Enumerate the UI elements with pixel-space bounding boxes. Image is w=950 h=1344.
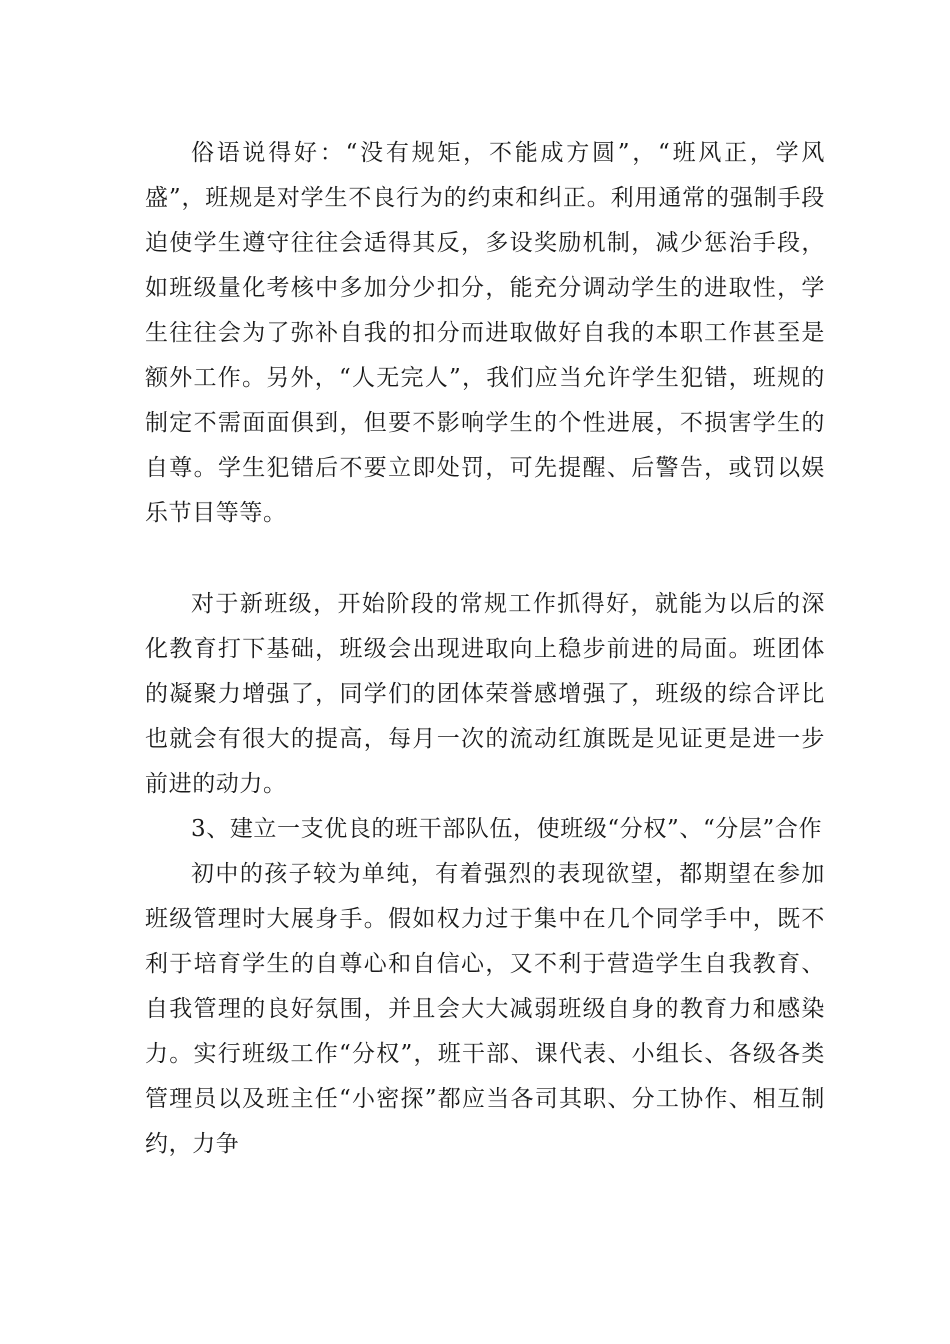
paragraph-spacer — [145, 536, 825, 582]
paragraph-class-rules: 俗语说得好：“没有规矩，不能成方圆”，“班风正，学风盛”，班规是对学生不良行为的约束和纠正。利用通常的强制手段迫使学生遵守往往会适得其反，多设奖励机制，减少惩治手段，如班级量化考核中多加分少扣分，能充分调动学生的进取性，学生往往会为了弥补自我的扣分而进取做好自我的本职工作甚至是额外工作。另外，“人无完人”，我们应当允许学生犯错，班规的制定不需面面俱到，但要不影响学生的个性进展，不损害学生的自尊。学生犯错后不要立即处罚，可先提醒、后警告，或罚以娱乐节目等等。 — [145, 140, 825, 526]
paragraph-middle-school-children: 初中的孩子较为单纯，有着强烈的表现欲望，都期望在参加班级管理时大展身手。假如权力过于集中在几个同学手中，既不利于培育学生的自尊心和自信心，又不利于营造学生自我教育、自我管理的良好氛围，并且会大大减弱班级自身的教育力和感染力。实行班级工作“分权”，班干部、课代表、小组长、各级各类管理员以及班主任“小密探”都应当各司其职、分工协作、相互制约，力争 — [145, 861, 825, 1157]
paragraph-new-class: 对于新班级，开始阶段的常规工作抓得好，就能为以后的深化教育打下基础，班级会出现进取向上稳步前进的局面。班团体的凝聚力增强了，同学们的团体荣誉感增强了，班级的综合评比也就会有很大的提高，每月一次的流动红旗既是见证更是进一步前进的动力。 — [145, 591, 825, 797]
document-body — [145, 131, 825, 1167]
section-heading-class-cadres: 3、建立一支优良的班干部队伍，使班级“分权”、“分层”合作 — [191, 816, 823, 842]
